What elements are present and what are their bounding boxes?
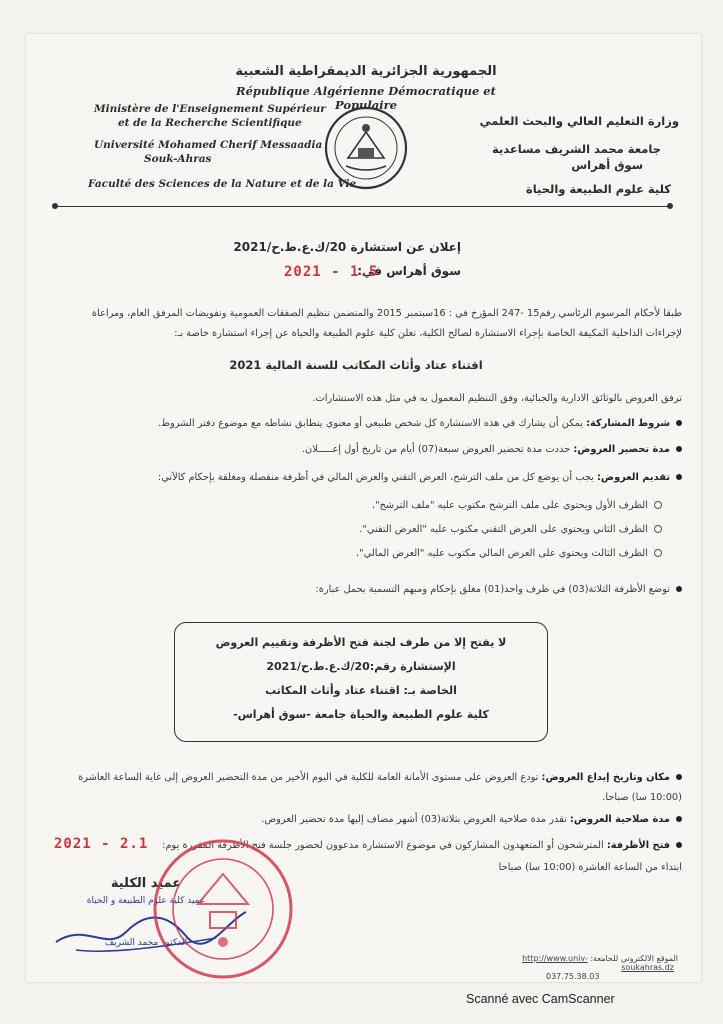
circle-bullet-icon: [654, 501, 662, 509]
fr-ministry-line-2: et de la Recherche Scientifique: [118, 117, 302, 129]
envelope-opening: فتح الأظرفة: المترشحون أو المتعهدون المشاركون في موضوع الاستشارة مدعوون لحضور جلسة فتح الأظرفة المقررة يوم:: [146, 838, 682, 854]
opening-time: ابتداء من الساعة العاشرة (10:00 سا) صباحا: [498, 862, 682, 873]
bullet-icon: [676, 774, 682, 780]
subject-title: اقتناء عتاد وأثاث المكاتب للسنة المالية 2021: [229, 358, 483, 372]
bullet-icon: [676, 446, 682, 452]
envelope-item: الظرف الأول ويحتوي على ملف الترشح مكتوب عليه "ملف الترشح".: [276, 498, 662, 514]
offer-submission: تقديم العروض: يجب أن يوضع كل من ملف الترشح، العرض التقني والعرض المالي في أظرفة منفصلة ومغلقة بإحكام كالآتي:: [46, 470, 682, 486]
fr-faculty: Faculté des Sciences de la Nature et de la Vie: [88, 178, 357, 190]
place-date-label: سوق أهراس في:: [357, 264, 461, 278]
stamped-date: 2021 - 1.5: [284, 264, 379, 280]
fr-university-line-1: Université Mohamed Cherif Messaadia: [94, 139, 323, 151]
announcement-title: إعلان عن استشارة 20/ك.ع.ط.ح/2021: [233, 240, 461, 254]
box-line-3: الخاصة بـ: اقتناء عتاد وأثاث المكاتب: [265, 684, 457, 697]
document-page: [26, 34, 701, 982]
website-link[interactable]: http://www.univ-soukahras.dz: [522, 954, 674, 972]
box-line-1: لا يفتح إلا من طرف لجنة فتح الأظرفة وتقييم العروض: [215, 636, 507, 649]
ar-republic-title: الجمهورية الجزائرية الديمقراطية الشعبية: [235, 64, 497, 79]
circle-bullet-icon: [654, 549, 662, 557]
deposit-time: (10:00 سا) صباحا.: [602, 792, 682, 803]
box-line-2: الإستشارة رقم:20/ك.ع.ط.ح/2021: [266, 660, 456, 673]
header-separator: [56, 206, 669, 207]
dean-name: الدكتور محمد الشريف: [104, 938, 188, 948]
envelope-item: الظرف الثاني ويحتوي على العرض التقني مكتوب عليه "العرض التقني".: [276, 522, 662, 538]
envelope-item: الظرف الثالث ويحتوي على العرض المالي مكتوب عليه "العرض المالي".: [276, 546, 662, 562]
opening-stamped-date: 2021 - 2.1: [54, 836, 149, 852]
university-logo-icon: [322, 104, 410, 192]
intro-line-1: طبقا لأحكام المرسوم الرئاسي رقم15 -247 المؤرخ في : 16سبتمبر 2015 والمتضمن تنظيم الصفقات العمومية وتفويضات المرفق العام، ومراعاة: [91, 308, 682, 319]
official-stamp-icon: [148, 834, 298, 984]
fr-university-line-2: Souk-Ahras: [144, 153, 212, 165]
ar-university-line-1: جامعة محمد الشريف مساعدية: [491, 142, 661, 156]
fr-ministry-line-1: Ministère de l'Enseignement Supérieur: [94, 103, 326, 115]
ar-university-line-2: سوق أهراس: [571, 158, 643, 172]
dean-title: عميد الكلية: [110, 876, 182, 891]
fr-republic-title: République Algérienne Démocratique et Populaire: [236, 84, 496, 112]
camscanner-watermark: Scanné avec CamScanner: [466, 992, 615, 1006]
bullet-icon: [676, 842, 682, 848]
box-line-4: كلية علوم الطبيعة والحياة جامعة -سوق أهراس-: [233, 708, 489, 721]
deposit-place: مكان وتاريخ إيداع العروض: تودع العروض على مستوى الأمانة العامة للكلية في اليوم الأخير من مدة التحضير العروض إلى غاية الساعة العاشرة: [46, 770, 682, 786]
envelope-label-box: [174, 622, 548, 742]
bullet-icon: [676, 586, 682, 592]
offer-validity: مدة صلاحية العروض: تقدر مدة صلاحية العروض بثلاثة(03) أشهر مضاف إليها مدة تحضير العروض.: [196, 812, 682, 828]
bullet-icon: [676, 816, 682, 822]
ar-faculty: كلية علوم الطبيعة والحياة: [525, 182, 671, 196]
dean-stamp-text: عميد كلية علوم الطبيعة و الحياة: [86, 896, 206, 906]
preparation-duration: مدة تحضير العروض: حددت مدة تحضير العروض سبعة(07) أيام من تاريخ أول إعـــــلان.: [46, 442, 682, 458]
participation-condition: شروط المشاركة: يمكن أن يشارك في هذه الاستشارة كل شخص طبيعي أو معنوي يتطابق نشاطه مع موضوع دفتر الشروط.: [46, 416, 682, 432]
footer-phone: 037.75.38.03: [546, 972, 600, 981]
offers-line: ترفق العروض بالوثائق الادارية والجبائية، وفق التنظيم المعمول به في مثل هذه الاستشارات.: [312, 393, 682, 404]
circle-bullet-icon: [654, 525, 662, 533]
bullet-icon: [676, 420, 682, 426]
intro-line-2: لإجراءات الداخلية المكيفة الخاصة بإجراء الاستشارة لصالح الكلية، تعلن كلية علوم الطبيعة والحياة عن إجراء استشارة خاصة بـ:: [174, 328, 682, 339]
envelopes-note: توضع الأظرفة الثلاثة(03) في ظرف واحد(01) مغلق بإحكام ومبهم التسمية يحمل عبارة:: [176, 582, 682, 598]
bullet-icon: [676, 474, 682, 480]
ar-ministry: وزارة التعليم العالي والبحث العلمي: [479, 114, 679, 128]
footer-contact: الموقع الالكتروني للجامعة: http://www.univ-soukahras.dz: [522, 954, 678, 972]
